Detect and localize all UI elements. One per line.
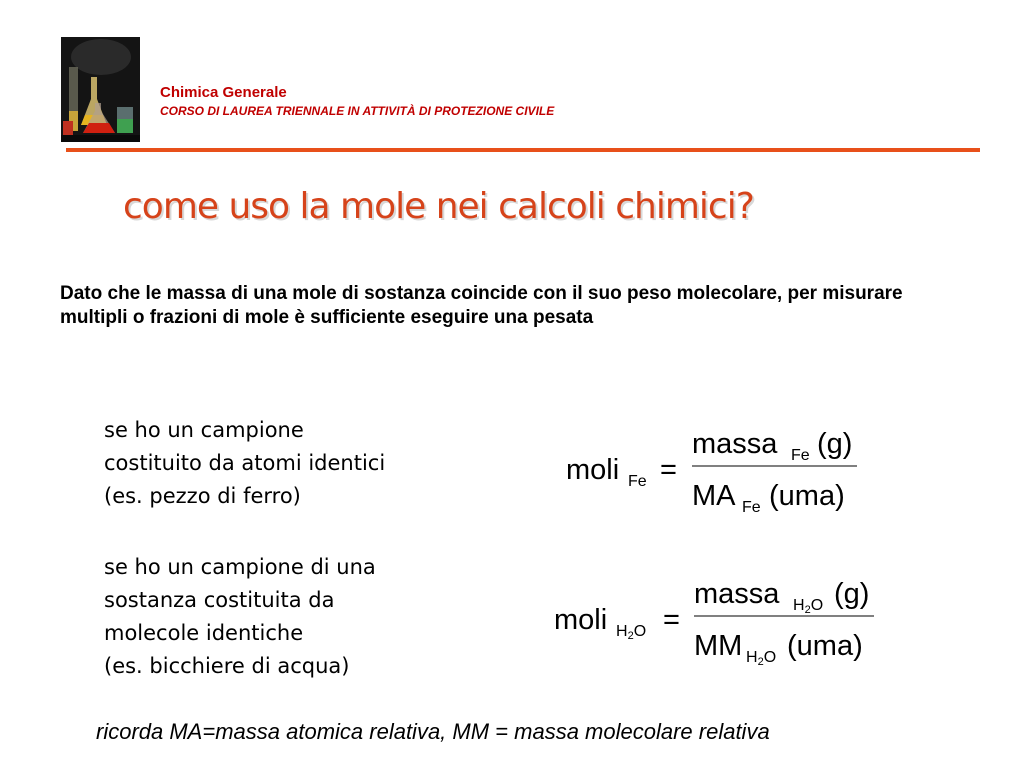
case-molecules	[104, 551, 494, 683]
eq1-numerator-subscript: Fe	[791, 447, 810, 464]
chemistry-logo	[61, 37, 140, 142]
eq1-lhs: moli	[566, 454, 620, 486]
case-atoms	[104, 414, 494, 513]
course-title: Chimica Generale	[160, 84, 287, 101]
eq2-numerator: massa	[694, 578, 780, 610]
eq2-numerator-unit: (g)	[834, 578, 870, 610]
case-atoms-line: costituito da atomi identici	[104, 451, 386, 475]
eq2-denominator-unit: (uma)	[787, 630, 863, 662]
lab-glassware-image	[61, 37, 140, 142]
case-molecules-line: se ho un campione di una	[104, 555, 376, 579]
case-molecules-line: molecole identiche	[104, 621, 304, 645]
case-atoms-line: se ho un campione	[104, 418, 304, 442]
case-molecules-line: (es. bicchiere di acqua)	[104, 654, 350, 678]
eq1-denominator: MA	[692, 480, 736, 512]
eq2-lhs: moli	[554, 604, 608, 636]
eq1-numerator: massa	[692, 428, 778, 460]
eq1-denominator-subscript: Fe	[742, 499, 761, 516]
eq2-numerator-subscript: H2O	[793, 597, 824, 616]
eq2-lhs-subscript: H2O	[616, 623, 647, 642]
eq1-equals: =	[660, 454, 677, 486]
intro-paragraph: Dato che le massa di una mole di sostanza coincide con il suo peso molecolare, per misurare multipli o frazioni di mole è sufficiente eseguire una pesata	[60, 283, 903, 328]
eq1-lhs-subscript: Fe	[628, 473, 647, 490]
course-subtitle: CORSO DI LAUREA TRIENNALE IN ATTIVITÀ DI PROTEZIONE CIVILE	[160, 104, 555, 118]
footnote: ricorda MA=massa atomica relativa, MM = massa molecolare relativa	[96, 719, 770, 744]
eq2-denominator-subscript: H2O	[746, 649, 777, 668]
case-molecules-line: sostanza costituita da	[104, 588, 335, 612]
eq1-numerator-unit: (g)	[817, 428, 853, 460]
case-atoms-line: (es. pezzo di ferro)	[104, 484, 301, 508]
equation-moles-iron	[560, 420, 870, 520]
slide-title: come uso la mole nei calcoli chimici?	[123, 186, 754, 227]
equation-moles-water	[548, 570, 888, 670]
header-divider	[66, 148, 980, 152]
eq2-denominator: MM	[694, 630, 743, 662]
eq2-equals: =	[663, 604, 680, 636]
eq1-denominator-unit: (uma)	[769, 480, 845, 512]
